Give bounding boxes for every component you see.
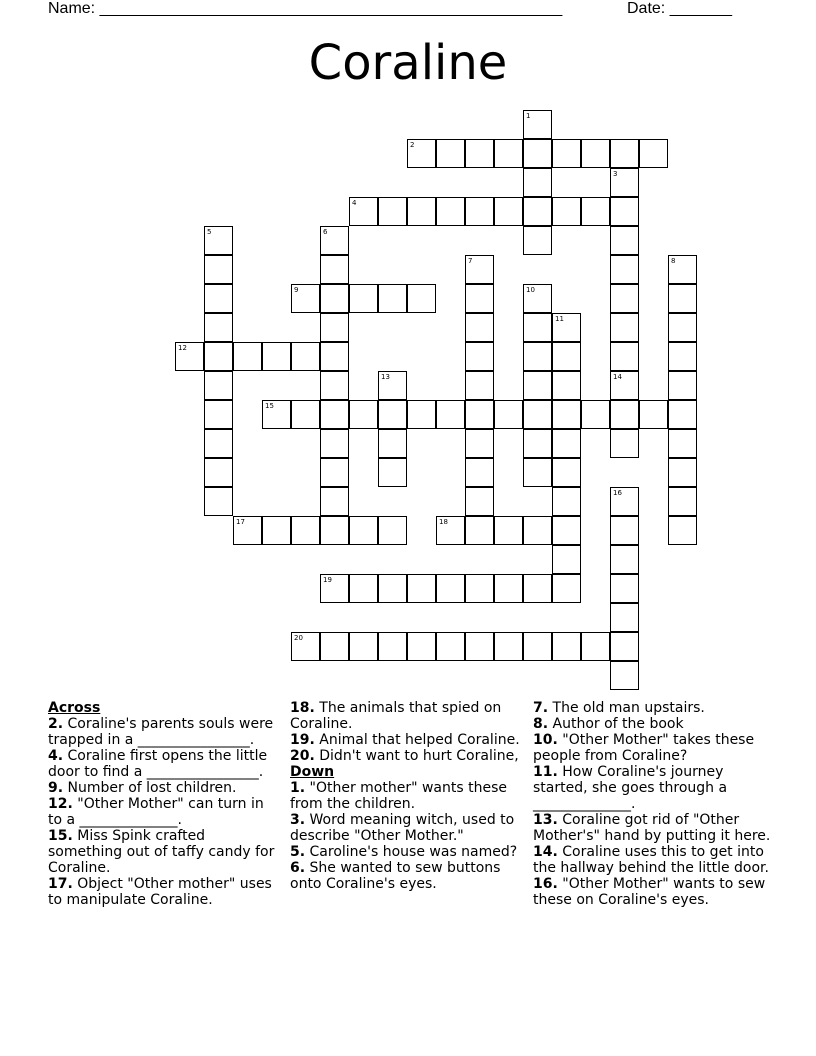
- grid-cell[interactable]: [175, 342, 204, 371]
- clue-number: 8.: [533, 716, 549, 732]
- grid-cell[interactable]: [262, 516, 291, 545]
- grid-cell[interactable]: [262, 342, 291, 371]
- grid-cell[interactable]: [233, 342, 262, 371]
- clue-text: She wanted to sew buttons onto Coraline's eyes.: [290, 860, 501, 892]
- grid-cell[interactable]: [378, 400, 407, 429]
- grid-cell[interactable]: [668, 400, 697, 429]
- grid-cell[interactable]: [204, 371, 233, 400]
- grid-cell[interactable]: [465, 632, 494, 661]
- grid-cell[interactable]: [320, 487, 349, 516]
- cell-number: 1: [526, 112, 531, 120]
- grid-cell[interactable]: [610, 603, 639, 632]
- grid-cell[interactable]: [436, 400, 465, 429]
- cell-number: 20: [294, 634, 303, 642]
- grid-cell[interactable]: [407, 574, 436, 603]
- grid-cell[interactable]: [407, 632, 436, 661]
- grid-cell[interactable]: [610, 342, 639, 371]
- clue-number: 20.: [290, 748, 315, 764]
- clue-number: 17.: [48, 876, 73, 892]
- clue-text: Didn't want to hurt Coraline,: [319, 748, 519, 764]
- grid-cell[interactable]: [552, 487, 581, 516]
- clue-down-11: [533, 764, 773, 812]
- date-field-label[interactable]: Date: _______: [627, 0, 732, 17]
- grid-cell[interactable]: [204, 400, 233, 429]
- grid-cell[interactable]: [523, 284, 552, 313]
- grid-cell[interactable]: [668, 255, 697, 284]
- grid-cell[interactable]: [378, 371, 407, 400]
- cell-number: 9: [294, 286, 299, 294]
- clue-across-20: [290, 748, 520, 764]
- clue-text: Coraline's parents souls were trapped in a ________________.: [48, 716, 274, 748]
- grid-cell[interactable]: [320, 255, 349, 284]
- clue-number: 6.: [290, 860, 306, 876]
- grid-cell[interactable]: [581, 632, 610, 661]
- clue-across-9: [48, 780, 278, 796]
- clue-text: How Coraline's journey started, she goes through a ______________.: [533, 764, 728, 812]
- clue-down-14: [533, 844, 773, 876]
- grid-cell[interactable]: [262, 400, 291, 429]
- grid-cell[interactable]: [494, 197, 523, 226]
- grid-cell[interactable]: [494, 516, 523, 545]
- cell-number: 6: [323, 228, 328, 236]
- grid-cell[interactable]: [465, 255, 494, 284]
- grid-cell[interactable]: [291, 516, 320, 545]
- grid-cell[interactable]: [668, 487, 697, 516]
- grid-cell[interactable]: [668, 284, 697, 313]
- clue-text: Object "Other mother" uses to manipulate Coraline.: [48, 876, 272, 908]
- grid-cell[interactable]: [639, 139, 668, 168]
- grid-cell[interactable]: [436, 197, 465, 226]
- grid-cell[interactable]: [349, 632, 378, 661]
- grid-cell[interactable]: [552, 400, 581, 429]
- grid-cell[interactable]: [610, 574, 639, 603]
- grid-cell[interactable]: [523, 400, 552, 429]
- clue-number: 4.: [48, 748, 64, 764]
- grid-cell[interactable]: [378, 458, 407, 487]
- grid-cell[interactable]: [320, 226, 349, 255]
- cell-number: 10: [526, 286, 535, 294]
- grid-cell[interactable]: [407, 197, 436, 226]
- grid-cell[interactable]: [465, 284, 494, 313]
- cell-number: 14: [613, 373, 622, 381]
- puzzle-title: Coraline: [308, 35, 508, 91]
- grid-cell[interactable]: [523, 226, 552, 255]
- clue-down-6: [290, 860, 520, 892]
- grid-cell[interactable]: [610, 284, 639, 313]
- grid-cell[interactable]: [523, 516, 552, 545]
- grid-cell[interactable]: [204, 284, 233, 313]
- grid-cell[interactable]: [610, 545, 639, 574]
- grid-cell[interactable]: [581, 139, 610, 168]
- grid-cell[interactable]: [291, 284, 320, 313]
- grid-cell[interactable]: [465, 400, 494, 429]
- clue-text: The animals that spied on Coraline.: [290, 700, 502, 732]
- grid-cell[interactable]: [320, 371, 349, 400]
- grid-cell[interactable]: [552, 458, 581, 487]
- grid-cell[interactable]: [204, 429, 233, 458]
- grid-cell[interactable]: [465, 487, 494, 516]
- clue-down-16: [533, 876, 773, 908]
- grid-cell[interactable]: [610, 226, 639, 255]
- clue-across-12: [48, 796, 278, 828]
- grid-cell[interactable]: [378, 516, 407, 545]
- grid-cell[interactable]: [523, 139, 552, 168]
- clue-across-18: [290, 700, 520, 732]
- grid-cell[interactable]: [465, 139, 494, 168]
- clue-text: Coraline first opens the little door to find a ________________.: [48, 748, 268, 780]
- cell-number: 8: [671, 257, 676, 265]
- grid-cell[interactable]: [668, 313, 697, 342]
- grid-cell[interactable]: [320, 516, 349, 545]
- grid-cell[interactable]: [204, 313, 233, 342]
- clue-number: 9.: [48, 780, 64, 796]
- grid-cell[interactable]: [552, 516, 581, 545]
- grid-cell[interactable]: [610, 516, 639, 545]
- cell-number: 7: [468, 257, 473, 265]
- clue-number: 3.: [290, 812, 306, 828]
- grid-cell[interactable]: [523, 197, 552, 226]
- grid-cell[interactable]: [610, 429, 639, 458]
- clue-number: 13.: [533, 812, 558, 828]
- grid-cell[interactable]: [494, 400, 523, 429]
- grid-cell[interactable]: [378, 632, 407, 661]
- grid-cell[interactable]: [407, 139, 436, 168]
- grid-cell[interactable]: [494, 632, 523, 661]
- clue-text: Author of the book: [552, 716, 684, 732]
- grid-cell[interactable]: [320, 574, 349, 603]
- grid-cell[interactable]: [523, 632, 552, 661]
- grid-cell[interactable]: [610, 632, 639, 661]
- grid-cell[interactable]: [552, 545, 581, 574]
- cell-number: 11: [555, 315, 564, 323]
- across-heading: Across: [48, 700, 101, 716]
- grid-cell[interactable]: [291, 400, 320, 429]
- grid-cell[interactable]: [320, 284, 349, 313]
- clue-number: 1.: [290, 780, 306, 796]
- clue-text: "Other Mother" wants to sew these on Coraline's eyes.: [533, 876, 766, 908]
- clue-number: 12.: [48, 796, 73, 812]
- clue-across-4: [48, 748, 278, 780]
- grid-cell[interactable]: [668, 371, 697, 400]
- clue-text: Number of lost children.: [67, 780, 237, 796]
- grid-cell[interactable]: [436, 516, 465, 545]
- clue-column-2: [290, 700, 520, 892]
- grid-cell[interactable]: [552, 632, 581, 661]
- grid-cell[interactable]: [668, 516, 697, 545]
- grid-cell[interactable]: [523, 342, 552, 371]
- grid-cell[interactable]: [581, 400, 610, 429]
- grid-cell[interactable]: [494, 139, 523, 168]
- cell-number: 15: [265, 402, 274, 410]
- grid-cell[interactable]: [378, 284, 407, 313]
- clue-text: "Other mother" wants these from the children.: [290, 780, 507, 812]
- clue-down-3: [290, 812, 520, 844]
- grid-cell[interactable]: [378, 429, 407, 458]
- grid-cell[interactable]: [523, 110, 552, 139]
- clue-text: Caroline's house was named?: [309, 844, 518, 860]
- clue-number: 5.: [290, 844, 306, 860]
- grid-cell[interactable]: [465, 516, 494, 545]
- clue-text: "Other Mother" can turn in to a ______________.: [48, 796, 264, 828]
- grid-cell[interactable]: [552, 574, 581, 603]
- clue-across-15: [48, 828, 278, 876]
- grid-cell[interactable]: [204, 255, 233, 284]
- clue-number: 11.: [533, 764, 558, 780]
- clue-down-7: [533, 700, 773, 716]
- cell-number: 17: [236, 518, 245, 526]
- grid-cell[interactable]: [610, 661, 639, 690]
- grid-cell[interactable]: [494, 574, 523, 603]
- cell-number: 2: [410, 141, 415, 149]
- grid-cell[interactable]: [320, 458, 349, 487]
- grid-cell[interactable]: [523, 429, 552, 458]
- grid-cell[interactable]: [320, 342, 349, 371]
- grid-cell[interactable]: [552, 197, 581, 226]
- clue-across-2: [48, 716, 278, 748]
- clue-text: Word meaning witch, used to describe "Other Mother.": [290, 812, 515, 844]
- grid-cell[interactable]: [204, 458, 233, 487]
- grid-cell[interactable]: [610, 168, 639, 197]
- clue-down-13: [533, 812, 773, 844]
- clue-across-17: [48, 876, 278, 908]
- grid-cell[interactable]: [349, 574, 378, 603]
- grid-cell[interactable]: [407, 284, 436, 313]
- grid-cell[interactable]: [436, 632, 465, 661]
- grid-cell[interactable]: [349, 516, 378, 545]
- grid-cell[interactable]: [610, 197, 639, 226]
- grid-cell[interactable]: [639, 400, 668, 429]
- grid-cell[interactable]: [610, 371, 639, 400]
- clue-text: Animal that helped Coraline.: [319, 732, 520, 748]
- clue-number: 7.: [533, 700, 549, 716]
- clue-text: Coraline uses this to get into the hallway behind the little door.: [533, 844, 769, 876]
- grid-cell[interactable]: [523, 168, 552, 197]
- grid-cell[interactable]: [291, 342, 320, 371]
- grid-cell[interactable]: [436, 574, 465, 603]
- grid-cell[interactable]: [349, 284, 378, 313]
- grid-cell[interactable]: [320, 429, 349, 458]
- clue-text: The old man upstairs.: [552, 700, 705, 716]
- grid-cell[interactable]: [436, 139, 465, 168]
- cell-number: 5: [207, 228, 212, 236]
- grid-cell[interactable]: [204, 226, 233, 255]
- grid-cell[interactable]: [349, 400, 378, 429]
- grid-cell[interactable]: [378, 197, 407, 226]
- cell-number: 12: [178, 344, 187, 352]
- grid-cell[interactable]: [610, 487, 639, 516]
- grid-cell[interactable]: [204, 487, 233, 516]
- grid-cell[interactable]: [668, 458, 697, 487]
- grid-cell[interactable]: [581, 197, 610, 226]
- grid-cell[interactable]: [552, 342, 581, 371]
- grid-cell[interactable]: [320, 400, 349, 429]
- clue-down-8: [533, 716, 773, 732]
- clue-down-1: [290, 780, 520, 812]
- clue-text: Coraline got rid of "Other Mother's" hand by putting it here.: [533, 812, 771, 844]
- grid-cell[interactable]: [523, 313, 552, 342]
- clue-across-19: [290, 732, 520, 748]
- grid-cell[interactable]: [523, 574, 552, 603]
- cell-number: 16: [613, 489, 622, 497]
- grid-cell[interactable]: [465, 313, 494, 342]
- grid-cell[interactable]: [233, 516, 262, 545]
- clue-down-5: [290, 844, 520, 860]
- clue-text: "Other Mother" takes these people from Coraline?: [533, 732, 755, 764]
- grid-cell[interactable]: [465, 458, 494, 487]
- grid-cell[interactable]: [320, 632, 349, 661]
- cell-number: 4: [352, 199, 357, 207]
- cell-number: 19: [323, 576, 332, 584]
- clue-column-1: [48, 700, 278, 908]
- clue-number: 2.: [48, 716, 64, 732]
- clue-column-3: [533, 700, 773, 908]
- clue-number: 15.: [48, 828, 73, 844]
- grid-cell[interactable]: [465, 197, 494, 226]
- grid-cell[interactable]: [552, 139, 581, 168]
- grid-cell[interactable]: [610, 313, 639, 342]
- grid-cell[interactable]: [291, 632, 320, 661]
- grid-cell[interactable]: [204, 342, 233, 371]
- grid-cell[interactable]: [320, 313, 349, 342]
- grid-cell[interactable]: [349, 197, 378, 226]
- clue-down-10: [533, 732, 773, 764]
- grid-cell[interactable]: [610, 139, 639, 168]
- grid-cell[interactable]: [668, 342, 697, 371]
- grid-cell[interactable]: [552, 429, 581, 458]
- grid-cell[interactable]: [465, 574, 494, 603]
- grid-cell[interactable]: [523, 371, 552, 400]
- cell-number: 3: [613, 170, 618, 178]
- down-heading: Down: [290, 764, 335, 780]
- clue-number: 16.: [533, 876, 558, 892]
- grid-cell[interactable]: [465, 429, 494, 458]
- cell-number: 13: [381, 373, 390, 381]
- grid-cell[interactable]: [407, 400, 436, 429]
- name-field-label[interactable]: Name: ____________________________________________________: [48, 0, 563, 17]
- grid-cell[interactable]: [610, 400, 639, 429]
- grid-cell[interactable]: [465, 342, 494, 371]
- grid-cell[interactable]: [552, 371, 581, 400]
- grid-cell[interactable]: [610, 255, 639, 284]
- grid-cell[interactable]: [552, 313, 581, 342]
- grid-cell[interactable]: [523, 458, 552, 487]
- clue-number: 18.: [290, 700, 315, 716]
- cell-number: 18: [439, 518, 448, 526]
- grid-cell[interactable]: [465, 371, 494, 400]
- clue-number: 10.: [533, 732, 558, 748]
- clue-number: 19.: [290, 732, 315, 748]
- clue-text: Miss Spink crafted something out of taffy candy for Coraline.: [48, 828, 275, 876]
- grid-cell[interactable]: [378, 574, 407, 603]
- clue-number: 14.: [533, 844, 558, 860]
- grid-cell[interactable]: [668, 429, 697, 458]
